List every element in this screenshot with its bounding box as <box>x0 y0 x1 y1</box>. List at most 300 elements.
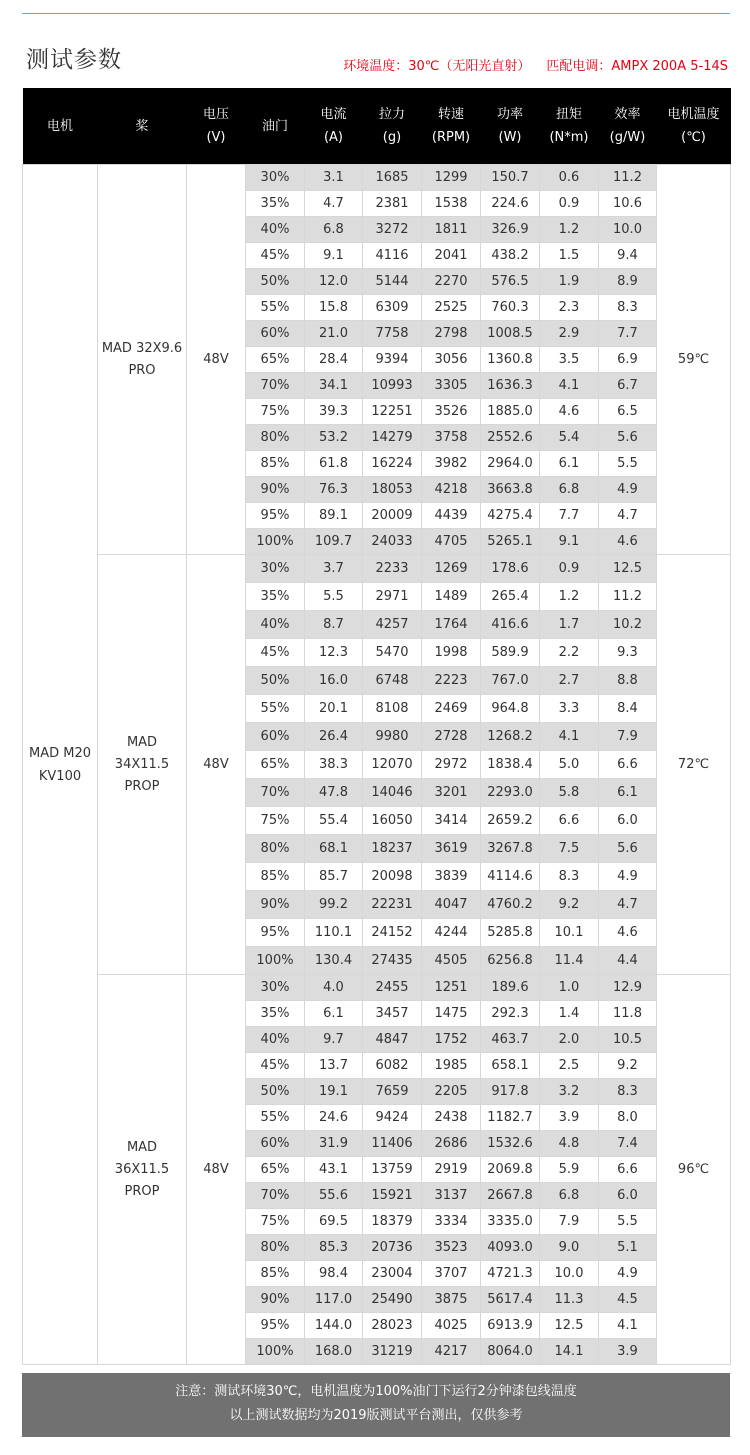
rpm-cell: 4244 <box>422 919 481 947</box>
throttle-cell: 50% <box>246 667 305 695</box>
rpm-cell: 3056 <box>422 347 481 373</box>
test-conditions <box>343 55 728 74</box>
torque-cell: 10.0 <box>540 1261 599 1287</box>
torque-cell: 8.3 <box>540 863 599 891</box>
thrust-cell: 18053 <box>363 477 422 503</box>
thrust-cell: 9394 <box>363 347 422 373</box>
throttle-cell: 80% <box>246 1235 305 1261</box>
current-cell: 85.3 <box>305 1235 363 1261</box>
torque-cell: 3.9 <box>540 1105 599 1131</box>
power-cell: 8064.0 <box>481 1339 540 1365</box>
efficiency-cell: 10.2 <box>599 611 657 639</box>
column-header <box>246 88 305 165</box>
current-cell: 43.1 <box>305 1157 363 1183</box>
current-cell: 13.7 <box>305 1053 363 1079</box>
thrust-cell: 4257 <box>363 611 422 639</box>
power-cell: 6256.8 <box>481 947 540 975</box>
rpm-cell: 2270 <box>422 269 481 295</box>
rpm-cell: 1299 <box>422 165 481 191</box>
power-cell: 4275.4 <box>481 503 540 529</box>
rpm-cell: 3982 <box>422 451 481 477</box>
table-row <box>23 555 731 583</box>
power-cell: 2964.0 <box>481 451 540 477</box>
rpm-cell: 1489 <box>422 583 481 611</box>
current-cell: 55.6 <box>305 1183 363 1209</box>
column-header <box>422 88 481 165</box>
rpm-cell: 2438 <box>422 1105 481 1131</box>
rpm-cell: 2972 <box>422 751 481 779</box>
power-cell: 1885.0 <box>481 399 540 425</box>
torque-cell: 2.0 <box>540 1027 599 1053</box>
throttle-cell: 65% <box>246 347 305 373</box>
rpm-cell: 3201 <box>422 779 481 807</box>
propeller-model: 34X11.5 <box>114 756 170 772</box>
throttle-cell: 35% <box>246 191 305 217</box>
propeller-model: MAD <box>126 734 158 750</box>
column-header-unit: (℃) <box>681 130 706 145</box>
table-body <box>23 165 731 1365</box>
thrust-cell: 20736 <box>363 1235 422 1261</box>
torque-cell: 9.1 <box>540 529 599 555</box>
power-cell: 4093.0 <box>481 1235 540 1261</box>
current-cell: 69.5 <box>305 1209 363 1235</box>
efficiency-cell: 4.7 <box>599 891 657 919</box>
power-cell: 2069.8 <box>481 1157 540 1183</box>
current-cell: 9.7 <box>305 1027 363 1053</box>
power-cell: 917.8 <box>481 1079 540 1105</box>
efficiency-cell: 6.1 <box>599 779 657 807</box>
propeller-model: MAD 32X9.6 <box>101 340 183 356</box>
thrust-cell: 8108 <box>363 695 422 723</box>
thrust-cell: 14279 <box>363 425 422 451</box>
torque-cell: 4.8 <box>540 1131 599 1157</box>
throttle-cell: 60% <box>246 723 305 751</box>
propeller-model: 36X11.5 <box>114 1161 170 1177</box>
column-header-label: 电机温度 <box>667 107 720 122</box>
torque-cell: 2.7 <box>540 667 599 695</box>
rpm-cell: 2205 <box>422 1079 481 1105</box>
current-cell: 3.1 <box>305 165 363 191</box>
thrust-cell: 10993 <box>363 373 422 399</box>
rpm-cell: 2798 <box>422 321 481 347</box>
thrust-cell: 13759 <box>363 1157 422 1183</box>
torque-cell: 0.9 <box>540 191 599 217</box>
thrust-cell: 22231 <box>363 891 422 919</box>
power-cell: 5265.1 <box>481 529 540 555</box>
column-header-unit: (g) <box>382 130 402 145</box>
efficiency-cell: 9.2 <box>599 1053 657 1079</box>
note-line-2: 以上测试数据均为2019版测试平台测出，仅供参考 <box>229 1408 523 1423</box>
current-cell: 85.7 <box>305 863 363 891</box>
column-header-label: 油门 <box>261 118 288 134</box>
propeller-model: PROP <box>124 1183 160 1199</box>
efficiency-cell: 8.0 <box>599 1105 657 1131</box>
torque-cell: 9.0 <box>540 1235 599 1261</box>
throttle-cell: 30% <box>246 975 305 1001</box>
current-cell: 12.3 <box>305 639 363 667</box>
thrust-cell: 1685 <box>363 165 422 191</box>
torque-cell: 1.9 <box>540 269 599 295</box>
torque-cell: 4.1 <box>540 723 599 751</box>
power-cell: 4114.6 <box>481 863 540 891</box>
current-cell: 110.1 <box>305 919 363 947</box>
motor-temperature-cell: 96℃ <box>657 975 731 1365</box>
thrust-cell: 28023 <box>363 1313 422 1339</box>
throttle-cell: 45% <box>246 639 305 667</box>
throttle-cell: 100% <box>246 947 305 975</box>
torque-cell: 7.7 <box>540 503 599 529</box>
power-cell: 224.6 <box>481 191 540 217</box>
motor-temperature-cell: 72℃ <box>657 555 731 975</box>
current-cell: 39.3 <box>305 399 363 425</box>
efficiency-cell: 6.0 <box>599 1183 657 1209</box>
throttle-cell: 80% <box>246 835 305 863</box>
thrust-cell: 20009 <box>363 503 422 529</box>
throttle-cell: 90% <box>246 477 305 503</box>
torque-cell: 10.1 <box>540 919 599 947</box>
efficiency-cell: 4.9 <box>599 477 657 503</box>
efficiency-cell: 4.4 <box>599 947 657 975</box>
torque-cell: 6.1 <box>540 451 599 477</box>
column-header-label: 拉力 <box>378 107 405 122</box>
current-cell: 130.4 <box>305 947 363 975</box>
current-cell: 4.7 <box>305 191 363 217</box>
current-cell: 3.7 <box>305 555 363 583</box>
spec-table <box>22 88 731 1365</box>
power-cell: 964.8 <box>481 695 540 723</box>
rpm-cell: 4439 <box>422 503 481 529</box>
column-header <box>98 88 187 165</box>
column-header-label: 电流 <box>320 107 347 122</box>
thrust-cell: 16224 <box>363 451 422 477</box>
current-cell: 53.2 <box>305 425 363 451</box>
throttle-cell: 40% <box>246 1027 305 1053</box>
torque-cell: 11.3 <box>540 1287 599 1313</box>
thrust-cell: 3457 <box>363 1001 422 1027</box>
power-cell: 767.0 <box>481 667 540 695</box>
throttle-cell: 60% <box>246 1131 305 1157</box>
throttle-cell: 50% <box>246 269 305 295</box>
table-header-row <box>23 88 731 165</box>
thrust-cell: 2971 <box>363 583 422 611</box>
torque-cell: 11.4 <box>540 947 599 975</box>
current-cell: 9.1 <box>305 243 363 269</box>
torque-cell: 7.5 <box>540 835 599 863</box>
torque-cell: 2.3 <box>540 295 599 321</box>
torque-cell: 0.9 <box>540 555 599 583</box>
efficiency-cell: 8.9 <box>599 269 657 295</box>
efficiency-cell: 9.4 <box>599 243 657 269</box>
throttle-cell: 55% <box>246 1105 305 1131</box>
throttle-cell: 85% <box>246 863 305 891</box>
torque-cell: 5.0 <box>540 751 599 779</box>
throttle-cell: 65% <box>246 1157 305 1183</box>
throttle-cell: 65% <box>246 751 305 779</box>
power-cell: 658.1 <box>481 1053 540 1079</box>
matched-esc: 匹配电调：AMPX 200A 5-14S <box>546 59 728 74</box>
throttle-cell: 40% <box>246 611 305 639</box>
current-cell: 117.0 <box>305 1287 363 1313</box>
rpm-cell: 1538 <box>422 191 481 217</box>
power-cell: 2552.6 <box>481 425 540 451</box>
power-cell: 1838.4 <box>481 751 540 779</box>
column-header-label: 桨 <box>135 118 149 134</box>
motor-model: MAD M20 <box>28 745 91 761</box>
rpm-cell: 2223 <box>422 667 481 695</box>
rpm-cell: 1764 <box>422 611 481 639</box>
torque-cell: 1.5 <box>540 243 599 269</box>
table-row <box>23 975 731 1001</box>
column-header <box>305 88 363 165</box>
current-cell: 76.3 <box>305 477 363 503</box>
column-header <box>657 88 731 165</box>
voltage-cell: 48V <box>187 165 246 555</box>
propeller-cell <box>98 555 187 975</box>
efficiency-cell: 5.6 <box>599 835 657 863</box>
current-cell: 12.0 <box>305 269 363 295</box>
rpm-cell: 2919 <box>422 1157 481 1183</box>
efficiency-cell: 10.0 <box>599 217 657 243</box>
efficiency-cell: 10.6 <box>599 191 657 217</box>
throttle-cell: 80% <box>246 425 305 451</box>
thrust-cell: 18379 <box>363 1209 422 1235</box>
efficiency-cell: 6.6 <box>599 1157 657 1183</box>
current-cell: 16.0 <box>305 667 363 695</box>
column-header-label: 电机 <box>46 118 73 134</box>
column-header-label: 转速 <box>437 107 464 122</box>
power-cell: 4721.3 <box>481 1261 540 1287</box>
throttle-cell: 100% <box>246 1339 305 1365</box>
power-cell: 1268.2 <box>481 723 540 751</box>
torque-cell: 12.5 <box>540 1313 599 1339</box>
power-cell: 463.7 <box>481 1027 540 1053</box>
thrust-cell: 23004 <box>363 1261 422 1287</box>
rpm-cell: 3875 <box>422 1287 481 1313</box>
rpm-cell: 1985 <box>422 1053 481 1079</box>
column-header-unit: (g/W) <box>609 130 646 145</box>
efficiency-cell: 7.9 <box>599 723 657 751</box>
motor-temperature-cell: 59℃ <box>657 165 731 555</box>
torque-cell: 5.8 <box>540 779 599 807</box>
current-cell: 68.1 <box>305 835 363 863</box>
efficiency-cell: 4.5 <box>599 1287 657 1313</box>
throttle-cell: 60% <box>246 321 305 347</box>
top-divider <box>22 13 730 14</box>
rpm-cell: 1475 <box>422 1001 481 1027</box>
rpm-cell: 3758 <box>422 425 481 451</box>
torque-cell: 2.9 <box>540 321 599 347</box>
rpm-cell: 3619 <box>422 835 481 863</box>
thrust-cell: 7659 <box>363 1079 422 1105</box>
rpm-cell: 1752 <box>422 1027 481 1053</box>
throttle-cell: 70% <box>246 779 305 807</box>
rpm-cell: 3305 <box>422 373 481 399</box>
efficiency-cell: 8.3 <box>599 295 657 321</box>
rpm-cell: 4705 <box>422 529 481 555</box>
throttle-cell: 70% <box>246 373 305 399</box>
throttle-cell: 95% <box>246 919 305 947</box>
rpm-cell: 4505 <box>422 947 481 975</box>
power-cell: 2667.8 <box>481 1183 540 1209</box>
power-cell: 178.6 <box>481 555 540 583</box>
torque-cell: 1.2 <box>540 217 599 243</box>
power-cell: 1636.3 <box>481 373 540 399</box>
efficiency-cell: 8.4 <box>599 695 657 723</box>
power-cell: 1182.7 <box>481 1105 540 1131</box>
throttle-cell: 35% <box>246 583 305 611</box>
efficiency-cell: 6.6 <box>599 751 657 779</box>
torque-cell: 5.4 <box>540 425 599 451</box>
environment-temperature: 环境温度：30℃（无阳光直射） <box>343 59 531 74</box>
efficiency-cell: 11.2 <box>599 165 657 191</box>
throttle-cell: 95% <box>246 1313 305 1339</box>
thrust-cell: 6082 <box>363 1053 422 1079</box>
thrust-cell: 31219 <box>363 1339 422 1365</box>
efficiency-cell: 10.5 <box>599 1027 657 1053</box>
power-cell: 265.4 <box>481 583 540 611</box>
rpm-cell: 3334 <box>422 1209 481 1235</box>
current-cell: 28.4 <box>305 347 363 373</box>
efficiency-cell: 7.7 <box>599 321 657 347</box>
rpm-cell: 3414 <box>422 807 481 835</box>
rpm-cell: 3137 <box>422 1183 481 1209</box>
efficiency-cell: 11.8 <box>599 1001 657 1027</box>
efficiency-cell: 8.8 <box>599 667 657 695</box>
thrust-cell: 4847 <box>363 1027 422 1053</box>
thrust-cell: 20098 <box>363 863 422 891</box>
throttle-cell: 70% <box>246 1183 305 1209</box>
thrust-cell: 5470 <box>363 639 422 667</box>
propeller-cell <box>98 165 187 555</box>
thrust-cell: 12070 <box>363 751 422 779</box>
thrust-cell: 27435 <box>363 947 422 975</box>
column-header <box>540 88 599 165</box>
efficiency-cell: 5.1 <box>599 1235 657 1261</box>
throttle-cell: 55% <box>246 295 305 321</box>
throttle-cell: 40% <box>246 217 305 243</box>
table-row <box>23 165 731 191</box>
torque-cell: 2.2 <box>540 639 599 667</box>
torque-cell: 7.9 <box>540 1209 599 1235</box>
thrust-cell: 12251 <box>363 399 422 425</box>
voltage-cell: 48V <box>187 975 246 1365</box>
power-cell: 1008.5 <box>481 321 540 347</box>
thrust-cell: 2455 <box>363 975 422 1001</box>
current-cell: 89.1 <box>305 503 363 529</box>
power-cell: 189.6 <box>481 975 540 1001</box>
torque-cell: 4.1 <box>540 373 599 399</box>
throttle-cell: 100% <box>246 529 305 555</box>
thrust-cell: 7758 <box>363 321 422 347</box>
propeller-model: PRO <box>128 362 156 378</box>
column-header-label: 功率 <box>496 107 523 122</box>
rpm-cell: 1811 <box>422 217 481 243</box>
thrust-cell: 25490 <box>363 1287 422 1313</box>
efficiency-cell: 8.3 <box>599 1079 657 1105</box>
efficiency-cell: 6.5 <box>599 399 657 425</box>
torque-cell: 1.2 <box>540 583 599 611</box>
current-cell: 144.0 <box>305 1313 363 1339</box>
current-cell: 15.8 <box>305 295 363 321</box>
power-cell: 150.7 <box>481 165 540 191</box>
efficiency-cell: 3.9 <box>599 1339 657 1365</box>
power-cell: 416.6 <box>481 611 540 639</box>
efficiency-cell: 5.6 <box>599 425 657 451</box>
efficiency-cell: 4.6 <box>599 919 657 947</box>
power-cell: 438.2 <box>481 243 540 269</box>
power-cell: 292.3 <box>481 1001 540 1027</box>
thrust-cell: 9980 <box>363 723 422 751</box>
efficiency-cell: 11.2 <box>599 583 657 611</box>
thrust-cell: 24152 <box>363 919 422 947</box>
column-header <box>187 88 246 165</box>
column-header-unit: (V) <box>206 130 226 145</box>
throttle-cell: 75% <box>246 399 305 425</box>
footer-note <box>22 1373 730 1437</box>
torque-cell: 5.9 <box>540 1157 599 1183</box>
power-cell: 2659.2 <box>481 807 540 835</box>
throttle-cell: 45% <box>246 1053 305 1079</box>
current-cell: 31.9 <box>305 1131 363 1157</box>
efficiency-cell: 4.1 <box>599 1313 657 1339</box>
efficiency-cell: 9.3 <box>599 639 657 667</box>
thrust-cell: 14046 <box>363 779 422 807</box>
rpm-cell: 3707 <box>422 1261 481 1287</box>
efficiency-cell: 4.9 <box>599 863 657 891</box>
rpm-cell: 2525 <box>422 295 481 321</box>
torque-cell: 6.8 <box>540 477 599 503</box>
torque-cell: 9.2 <box>540 891 599 919</box>
current-cell: 168.0 <box>305 1339 363 1365</box>
rpm-cell: 3523 <box>422 1235 481 1261</box>
power-cell: 6913.9 <box>481 1313 540 1339</box>
power-cell: 1360.8 <box>481 347 540 373</box>
thrust-cell: 4116 <box>363 243 422 269</box>
rpm-cell: 1269 <box>422 555 481 583</box>
power-cell: 5285.8 <box>481 919 540 947</box>
power-cell: 760.3 <box>481 295 540 321</box>
throttle-cell: 45% <box>246 243 305 269</box>
rpm-cell: 3839 <box>422 863 481 891</box>
thrust-cell: 11406 <box>363 1131 422 1157</box>
current-cell: 109.7 <box>305 529 363 555</box>
power-cell: 589.9 <box>481 639 540 667</box>
current-cell: 8.7 <box>305 611 363 639</box>
thrust-cell: 18237 <box>363 835 422 863</box>
current-cell: 34.1 <box>305 373 363 399</box>
throttle-cell: 90% <box>246 1287 305 1313</box>
thrust-cell: 2381 <box>363 191 422 217</box>
power-cell: 3663.8 <box>481 477 540 503</box>
torque-cell: 1.0 <box>540 975 599 1001</box>
efficiency-cell: 4.6 <box>599 529 657 555</box>
propeller-model: PROP <box>124 778 160 794</box>
throttle-cell: 95% <box>246 503 305 529</box>
voltage-cell: 48V <box>187 555 246 975</box>
power-cell: 3335.0 <box>481 1209 540 1235</box>
rpm-cell: 1251 <box>422 975 481 1001</box>
torque-cell: 4.6 <box>540 399 599 425</box>
thrust-cell: 24033 <box>363 529 422 555</box>
throttle-cell: 75% <box>246 807 305 835</box>
thrust-cell: 6309 <box>363 295 422 321</box>
note-line-1: 注意：测试环境30℃，电机温度为100%油门下运行2分钟漆包线温度 <box>175 1384 577 1399</box>
power-cell: 1532.6 <box>481 1131 540 1157</box>
column-header-unit: (A) <box>323 130 344 145</box>
power-cell: 5617.4 <box>481 1287 540 1313</box>
current-cell: 6.1 <box>305 1001 363 1027</box>
efficiency-cell: 5.5 <box>599 1209 657 1235</box>
